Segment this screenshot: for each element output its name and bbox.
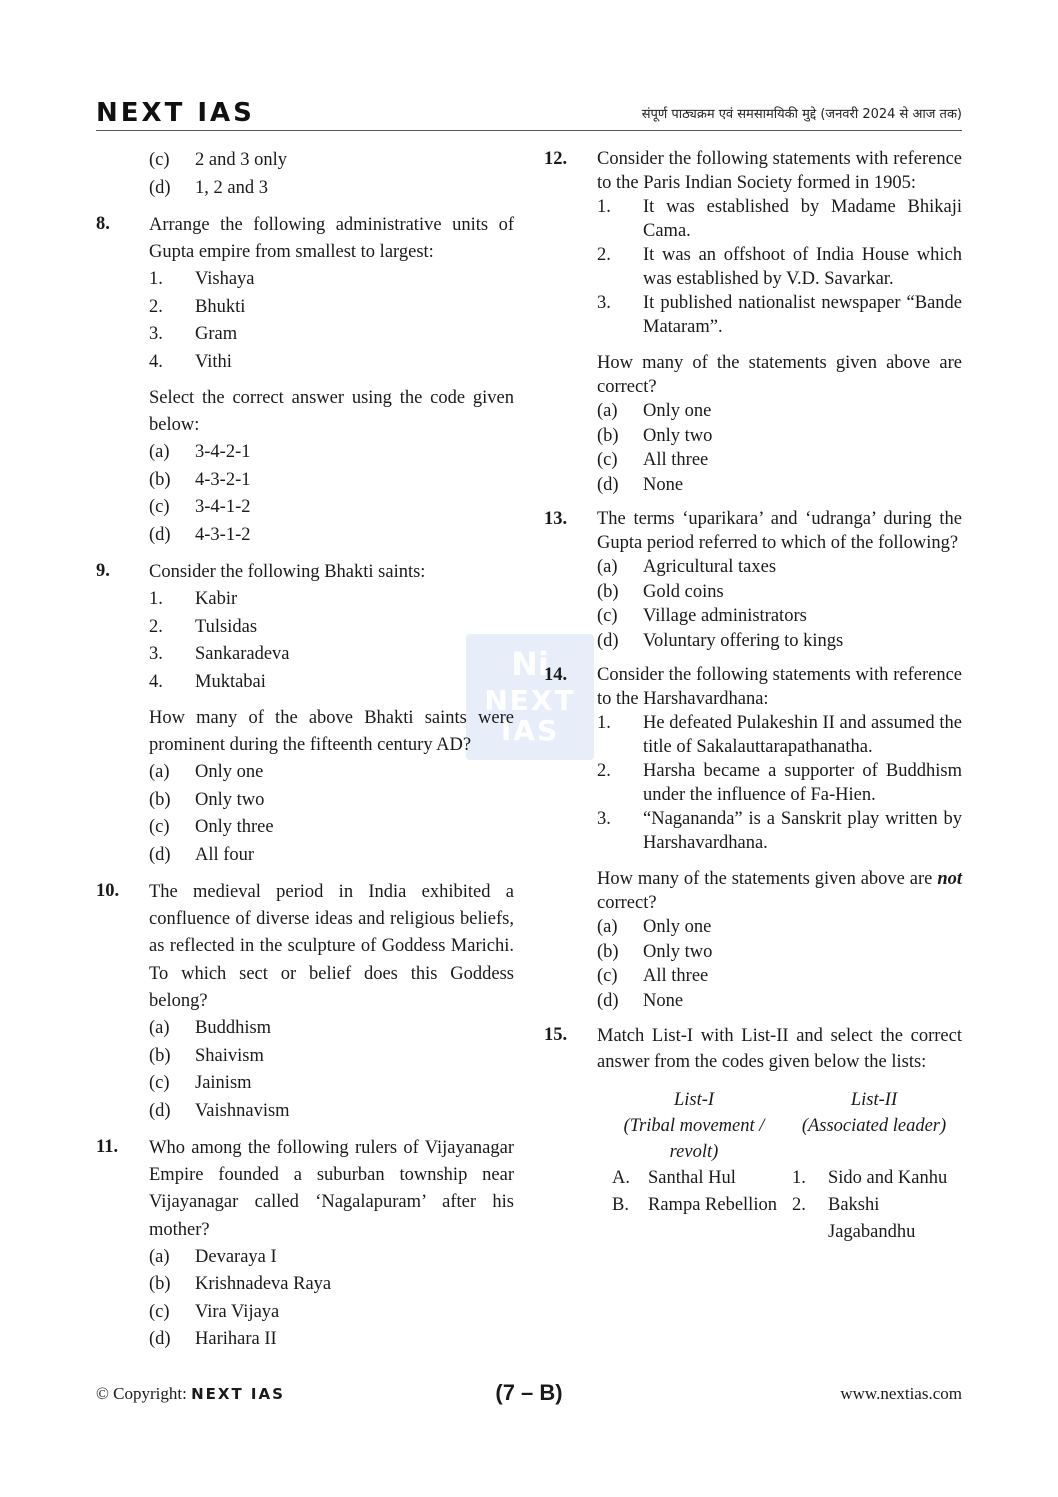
- option: (c) All three: [597, 966, 709, 986]
- option: (b) Only two: [597, 425, 713, 446]
- option: (d) None: [597, 990, 684, 1011]
- option: (b) Only two: [597, 941, 713, 962]
- match-table: [544, 1087, 964, 1246]
- list-item: 2. Bhukti: [149, 296, 246, 317]
- option: (d) Vaishnavism: [149, 1100, 290, 1121]
- question-number: 14.: [544, 665, 568, 685]
- option: (c) Jainism: [149, 1073, 252, 1094]
- option: (b) Shaivism: [149, 1045, 264, 1066]
- list2-title: List-II: [850, 1090, 898, 1110]
- option: (c) All three: [597, 450, 709, 470]
- right-column: [544, 147, 962, 1256]
- list-item: 3. Sankaradeva: [149, 644, 290, 664]
- question-number: 12.: [544, 149, 568, 169]
- question-13: [544, 507, 962, 653]
- question-14: [544, 663, 962, 1013]
- header-subtitle: संपूर्ण पाठ्यक्रम एवं समसामयिकी मुद्दे (जनवरी 2024 से आज तक): [641, 107, 962, 122]
- copyright: © Copyright: NEXT IAS: [96, 1384, 285, 1403]
- question-number: 13.: [544, 509, 568, 529]
- option: (c) 2 and 3 only: [149, 150, 287, 170]
- list-item: 3. “Nagananda” is a Sanskrit play written by Harshavardhana.: [597, 809, 962, 853]
- question-number: 8.: [96, 214, 110, 234]
- page-header: [96, 96, 962, 131]
- question-number: 10.: [96, 881, 120, 901]
- option: (b) Krishnadeva Raya: [149, 1274, 332, 1295]
- question-text: Consider the following statements with reference to the Paris Indian Society formed in 1905:: [597, 149, 962, 193]
- question-stem: How many of the statements given above are not correct?: [597, 869, 962, 913]
- brand-logo: NEXT IAS: [96, 98, 255, 128]
- question-number: 9.: [96, 561, 110, 581]
- list1-subtitle: (Tribal movement / revolt): [623, 1116, 765, 1162]
- question-15: [544, 1023, 962, 1246]
- option: (a) Only one: [149, 762, 264, 782]
- question-text: Consider the following Bhakti saints:: [149, 562, 426, 582]
- question-text: The medieval period in India exhibited a confluence of diverse ideas and religious beliefs, as reflected in the sculpture of Goddess Marichi. To which sect or belief does this Goddess belong?: [149, 882, 514, 1011]
- option: (d) None: [597, 474, 684, 495]
- option: (c) Only three: [149, 817, 274, 837]
- page-footer: [96, 1380, 962, 1406]
- watermark-logo: Ni NEXT IAS: [466, 634, 594, 760]
- match-table-header: [604, 1087, 964, 1113]
- question-stem: How many of the above Bhakti saints were prominent during the fifteenth century AD?: [149, 708, 514, 755]
- list-item: 2. Tulsidas: [149, 616, 258, 637]
- question-10: [96, 879, 514, 1125]
- list-item: 3. It published nationalist newspaper “Bande Mataram”.: [597, 293, 962, 337]
- question-text: Match List-I with List-II and select the correct answer from the codes given below the lists:: [597, 1026, 962, 1072]
- option: (b) 4-3-2-1: [149, 469, 251, 490]
- footer-logo: NEXT IAS: [191, 1385, 285, 1403]
- list2-subtitle: (Associated leader): [801, 1116, 947, 1136]
- question-text: The terms ‘uparikara’ and ‘udranga’ during the Gupta period referred to which of the following?: [597, 509, 962, 553]
- option: (b) Gold coins: [597, 581, 724, 602]
- option: (a) 3-4-2-1: [149, 442, 251, 462]
- list-item: 3. Gram: [149, 324, 238, 344]
- list-item: 1. It was established by Madame Bhikaji Cama.: [597, 197, 962, 241]
- question-text: Who among the following rulers of Vijayanagar Empire founded a suburban township near Vijayanagar called ‘Nagalapuram’ after his mother?: [149, 1138, 514, 1240]
- list-item: 1. Kabir: [149, 589, 238, 609]
- option: (d) 1, 2 and 3: [149, 177, 268, 198]
- option: (a) Buddhism: [149, 1018, 272, 1039]
- list1-title: List-I: [673, 1090, 715, 1110]
- question-text: Consider the following statements with reference to the Harshavardhana:: [597, 665, 962, 709]
- option: (d) 4-3-1-2: [149, 524, 251, 545]
- option: (b) Only two: [149, 789, 265, 810]
- question-7-tail: [96, 147, 514, 202]
- option: (a) Devaraya I: [149, 1246, 277, 1267]
- question-stem: How many of the statements given above are correct?: [597, 353, 962, 397]
- table-row: A. Santhal Hul 1. Sido and Kanhu: [612, 1168, 948, 1188]
- question-9: [96, 559, 514, 869]
- question-8: [96, 212, 514, 549]
- page-number: (7 – B): [495, 1380, 563, 1405]
- option: (c) 3-4-1-2: [149, 497, 251, 517]
- question-number: 15.: [544, 1025, 568, 1045]
- option: (d) Voluntary offering to kings: [597, 630, 844, 651]
- table-row: B. Rampa Rebellion 2. Bakshi Jagabandhu: [612, 1195, 916, 1242]
- list-item: 1. He defeated Pulakeshin II and assumed the title of Sakalauttarapathanatha.: [597, 713, 962, 757]
- website-link[interactable]: www.nextias.com: [840, 1384, 962, 1403]
- option: (a) Only one: [597, 401, 712, 421]
- list-item: 4. Muktabai: [149, 671, 266, 692]
- option: (c) Village administrators: [597, 606, 807, 626]
- left-column: [96, 147, 514, 1364]
- list-item: 2. Harsha became a supporter of Buddhism under the influence of Fa-Hien.: [597, 761, 962, 805]
- option: (c) Vira Vijaya: [149, 1301, 280, 1322]
- option: (d) Harihara II: [149, 1329, 277, 1350]
- question-text: Arrange the following administrative units of Gupta empire from smallest to largest:: [149, 215, 514, 262]
- question-stem: Select the correct answer using the code given below:: [149, 388, 514, 435]
- match-table-subheader: [604, 1113, 964, 1165]
- question-11: [96, 1135, 514, 1354]
- list-item: 4. Vithi: [149, 351, 232, 372]
- option: (a) Agricultural taxes: [597, 557, 777, 577]
- question-number: 11.: [96, 1137, 119, 1158]
- option: (d) All four: [149, 844, 255, 865]
- option: (a) Only one: [597, 917, 712, 937]
- question-12: [544, 147, 962, 497]
- list-item: 1. Vishaya: [149, 269, 255, 289]
- list-item: 2. It was an offshoot of India House which was established by V.D. Savarkar.: [597, 245, 962, 289]
